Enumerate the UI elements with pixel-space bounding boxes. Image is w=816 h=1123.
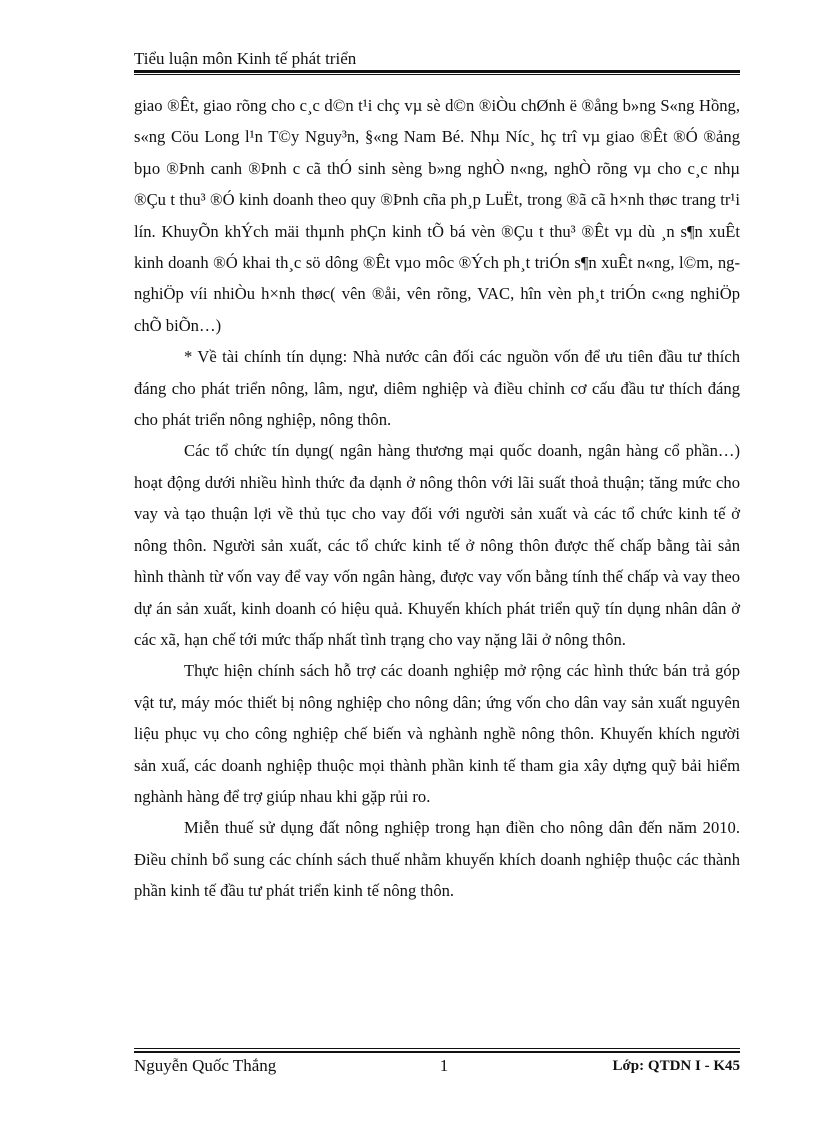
page-header [134,48,740,70]
paragraph-enterprise-support: Thực hiện chính sách hỗ trợ các doanh nghiệp mở rộng các hình thức bán trả góp vật tư, máy móc thiết bị nông nghiệp cho nông dân; ứng vốn cho dân vay sản xuất nguyên liệu phục vụ cho công nghiệp chế biến và nghành nghề nông thôn. Khuyến khích người sản xuấ, các doanh nghiệp thuộc mọi thành phần kinh tế tham gia xây dựng quỹ bải hiểm nghành hàng để trợ giúp nhau khi gặp rủi ro. [134,661,740,806]
header-rule-thin [134,74,740,75]
paragraph-land-allocation: giao ®Êt, giao rõng cho c¸c d©n t¹i chç vµ sè d©n ®iÒu chØnh ë ®ång b»ng S«ng Hồng, s«ng Cöu Long l¹n T©y Nguy³n, §«ng Nam Bé. Nhµ Níc¸ hç trî vµ giao ®Êt ®Ó ®ảng bµo ®Þnh canh ®Þnh c cã thÓ sinh sèng b»ng nghÒ n«ng, nghÒ rõng vµ cho c¸c nhµ ®Çu t thu³ ®Ó kinh doanh theo quy ®Þnh cña ph¸p LuËt, trong ®ã cã h×nh thøc trang tr¹i lín. KhuyÕn khÝch mäi thµnh phÇn kinh tÕ bá vèn ®Çu t thu³ ®Êt vµ dù ¸n s¶n xuÊt kinh doanh ®Ó khai th¸c sö dông ®Êt vµo môc ®Ých ph¸t triÓn s¶n xuÊt n«ng, l©m, ng nghiÖp víi nhiÒu h×nh thøc( vên ®åi, vên rõng, VAC, hîn vèn ph¸t triÓn c«ng nghiÖp chÕ biÕn…) [134,96,740,335]
document-body [134,90,740,907]
author-name: Nguyễn Quốc Thắng [134,1056,277,1075]
page-footer [134,1054,740,1078]
paragraph-credit-institutions: Các tổ chức tín dụng( ngân hàng thương mại quốc doanh, ngân hàng cổ phần…) hoạt động dưới nhiều hình thức đa dạnh ở nông thôn với lãi suất thoả thuận; tăng mức cho vay và tạo thuận lợi về thủ tục cho vay đối với người sản xuất và các tổ chức kinh tế ở nông thôn. Người sản xuất, các tổ chức kinh tế ở nông thôn được thế chấp bằng tài sản hình thành từ vốn vay để vay vốn ngân hàng, được vay vốn bằng tính thế chấp và vay theo dự án sản xuất, kinh doanh có hiệu quả. Khuyến khích phát triển quỹ tín dụng nhân dân ở các xã, hạn chế tới mức thấp nhất tình trạng cho vay nặng lãi ở nông thôn. [134,441,740,649]
document-title: Tiểu luận môn Kinh tế phát triển [134,49,357,68]
paragraph-tax-exemption: Miễn thuế sử dụng đất nông nghiệp trong hạn điền cho nông dân đến năm 2010. Điều chỉnh bổ sung các chính sách thuế nhằm khuyến khích doanh nghiệp thuộc các thành phần kinh tế đầu tư phát triển kinh tế nông thôn. [134,818,740,901]
class-label: Lớp: QTDN I - K45 [612,1058,740,1074]
header-rule [134,70,740,73]
page-number: 1 [439,1056,449,1075]
paragraph-finance-credit: * Về tài chính tín dụng: Nhà nước cân đối các nguồn vốn để ưu tiên đầu tư thích đáng cho phát triển nông, lâm, ngư, diêm nghiệp và điều chỉnh cơ cấu đầu tư thích đáng cho phát triển nông nghiệp, nông thôn. [134,347,740,430]
